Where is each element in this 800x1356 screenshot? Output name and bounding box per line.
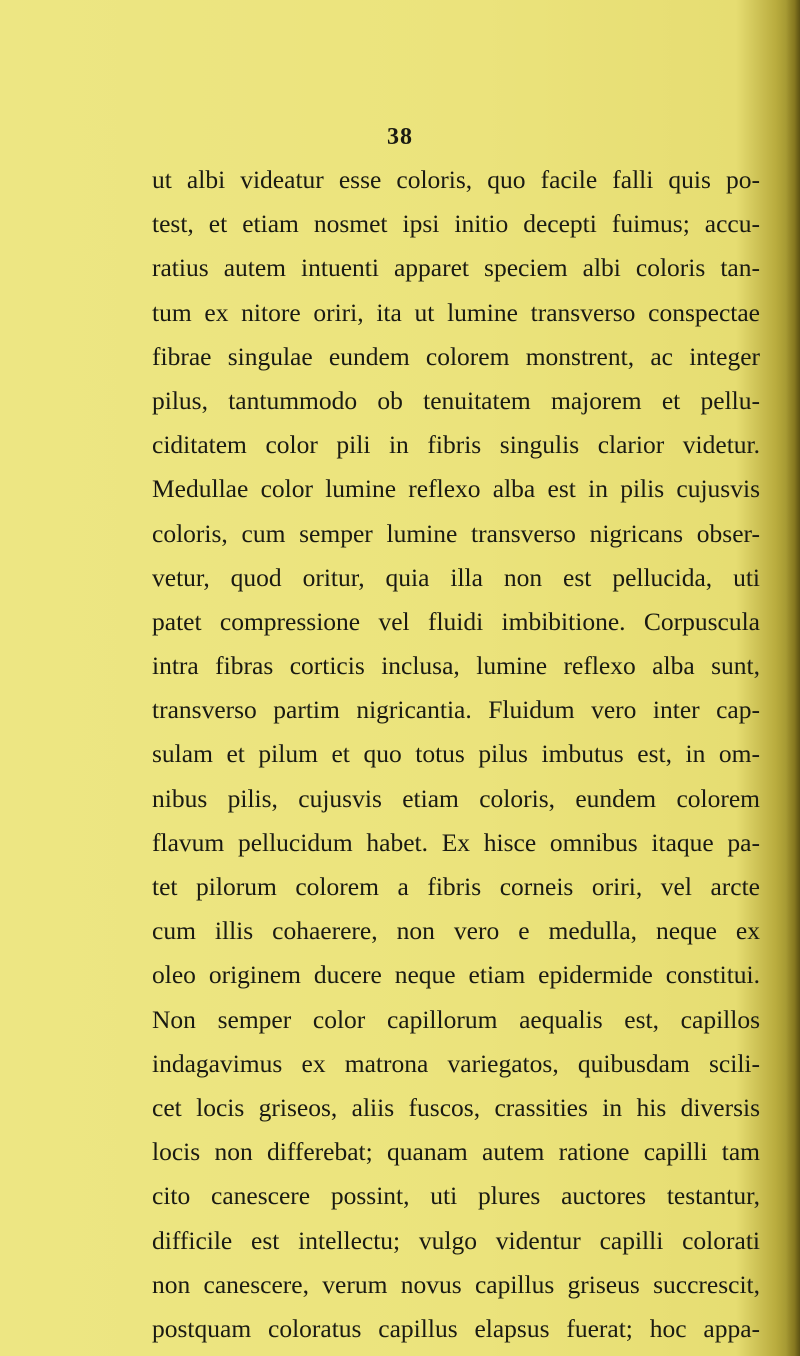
- text-line: oleo originem ducere neque etiam epidermide constitui.: [152, 960, 760, 990]
- text-line: tum ex nitore oriri, ita ut lumine transverso conspectae: [152, 297, 760, 327]
- text-line: indagavimus ex matrona variegatos, quibusdam scili-: [152, 1048, 760, 1078]
- text-line: difficile est intellectu; vulgo videntur capilli colorati: [152, 1225, 760, 1255]
- text-line: ratius autem intuenti apparet speciem albi coloris tan-: [152, 253, 760, 283]
- text-line: coloris, cum semper lumine transverso nigricans obser-: [152, 518, 760, 548]
- text-line: cito canescere possint, uti plures auctores testantur,: [152, 1181, 760, 1211]
- body-text: [152, 158, 760, 1351]
- text-line: pilus, tantummodo ob tenuitatem majorem et pellu-: [152, 385, 760, 415]
- text-line: transverso partim nigricantia. Fluidum vero inter cap-: [152, 695, 760, 725]
- text-line: cum illis cohaerere, non vero e medulla, neque ex: [152, 916, 760, 946]
- text-line: locis non differebat; quanam autem ratione capilli tam: [152, 1137, 760, 1167]
- text-line: Non semper color capillorum aequalis est, capillos: [152, 1004, 760, 1034]
- text-line: test, et etiam nosmet ipsi initio decepti fuimus; accu-: [152, 209, 760, 239]
- text-line: intra fibras corticis inclusa, lumine reflexo alba sunt,: [152, 651, 760, 681]
- page-edge-shadow: [786, 0, 800, 1356]
- text-line: sulam et pilum et quo totus pilus imbutus est, in om-: [152, 739, 760, 769]
- text-line: flavum pellucidum habet. Ex hisce omnibus itaque pa-: [152, 827, 760, 857]
- text-line: postquam coloratus capillus elapsus fuerat; hoc appa-: [152, 1313, 760, 1343]
- text-line: ut albi videatur esse coloris, quo facile falli quis po-: [152, 165, 760, 194]
- text-line: tet pilorum colorem a fibris corneis oriri, vel arcte: [152, 872, 760, 901]
- page-number: 38: [387, 124, 413, 150]
- text-line: nibus pilis, cujusvis etiam coloris, eundem colorem: [152, 783, 760, 813]
- text-line: fibrae singulae eundem colorem monstrent, ac integer: [152, 341, 760, 371]
- text-line: vetur, quod oritur, quia illa non est pellucida, uti: [152, 562, 760, 592]
- text-line: ciditatem color pili in fibris singulis clarior videtur.: [152, 430, 760, 460]
- text-line: cet locis griseos, aliis fuscos, crassities in his diversis: [152, 1092, 760, 1122]
- text-line: patet compressione vel fluidi imbibitione. Corpuscula: [152, 606, 760, 636]
- text-line: Medullae color lumine reflexo alba est in pilis cujusvis: [152, 474, 760, 504]
- text-line: non canescere, verum novus capillus griseus succrescit,: [152, 1269, 760, 1299]
